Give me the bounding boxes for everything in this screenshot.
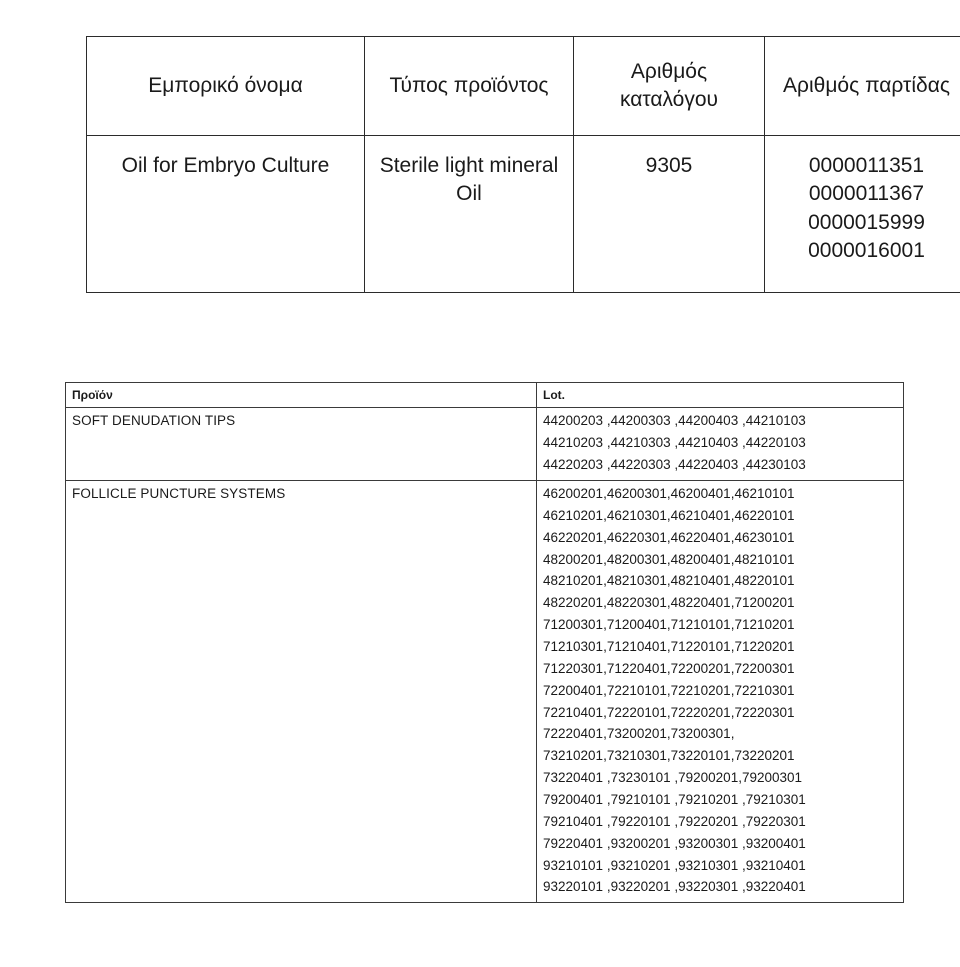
- lot-line: 72210401,72220101,72220201,72220301: [543, 704, 795, 720]
- lot-line: 44220203 ,44220303 ,44220403 ,44230103: [543, 457, 806, 473]
- lot-line: 93220101 ,93220201 ,93220301 ,93220401: [543, 879, 806, 895]
- table-header-row: [87, 37, 960, 136]
- table-row: [66, 408, 904, 481]
- lot-line: 48220201,48220301,48220401,71200201: [543, 595, 795, 611]
- cell-catalogue-number: 9305: [574, 136, 765, 293]
- lot-line: 73210201,73210301,73220101,73220201: [543, 748, 795, 764]
- cell-lot-numbers: [765, 136, 960, 293]
- lot-line: 71200301,71200401,71210101,71210201: [543, 617, 795, 633]
- lot-line: 79200401 ,79210101 ,79210201 ,79210301: [543, 792, 806, 808]
- cell-product-name: FOLLICLE PUNCTURE SYSTEMS: [66, 481, 537, 903]
- lot-line: 44210203 ,44210303 ,44210403 ,44220103: [543, 435, 806, 451]
- column-header-trade-name: Εμπορικό όνομα: [87, 37, 365, 136]
- lot-line: 44200203 ,44200303 ,44200403 ,44210103: [543, 413, 806, 429]
- column-header-lot: Lot.: [537, 383, 904, 408]
- lot-line: 46220201,46220301,46220401,46230101: [543, 529, 795, 545]
- column-header-product-type: Τύπος προϊόντος: [365, 37, 574, 136]
- lot-line: 48210201,48210301,48210401,48220101: [543, 573, 795, 589]
- lot-line: 71220301,71220401,72200201,72200301: [543, 660, 795, 676]
- lot-number: 0000011367: [808, 182, 925, 206]
- lot-line: 46210201,46210301,46210401,46220101: [543, 507, 795, 523]
- lot-line: 71210301,71210401,71220101,71220201: [543, 639, 795, 655]
- lot-line: 48200201,48200301,48200401,48210101: [543, 551, 795, 567]
- lot-number: 0000011351: [808, 154, 925, 177]
- table-row: [66, 481, 904, 903]
- cell-lot-list: [537, 481, 904, 903]
- table-header-row: [66, 383, 904, 408]
- cell-product-name: SOFT DENUDATION TIPS: [66, 408, 537, 481]
- lot-line: 93210101 ,93210201 ,93210301 ,93210401: [543, 857, 806, 873]
- lot-number: 0000015999: [808, 210, 925, 234]
- product-lot-table: [65, 382, 877, 903]
- cell-product-type: Sterile light mineral Oil: [365, 136, 574, 293]
- lot-number: 0000016001: [808, 239, 925, 263]
- product-info-table: [86, 36, 950, 293]
- column-header-lot-number: Αριθμός παρτίδας: [765, 37, 960, 136]
- table-row: [87, 136, 960, 293]
- lot-line: 79210401 ,79220101 ,79220201 ,79220301: [543, 813, 806, 829]
- column-header-product: Προϊόν: [66, 383, 537, 408]
- lot-line: 72220401,73200201,73200301,: [543, 726, 735, 742]
- lot-line: 46200201,46200301,46200401,46210101: [543, 486, 795, 502]
- cell-trade-name: Oil for Embryo Culture: [87, 136, 365, 293]
- column-header-catalogue-number: Αριθμός καταλόγου: [574, 37, 765, 136]
- cell-lot-list: [537, 408, 904, 481]
- lot-line: 72200401,72210101,72210201,72210301: [543, 682, 795, 698]
- lot-line: 73220401 ,73230101 ,79200201,79200301: [543, 770, 803, 786]
- lot-line: 79220401 ,93200201 ,93200301 ,93200401: [543, 835, 806, 851]
